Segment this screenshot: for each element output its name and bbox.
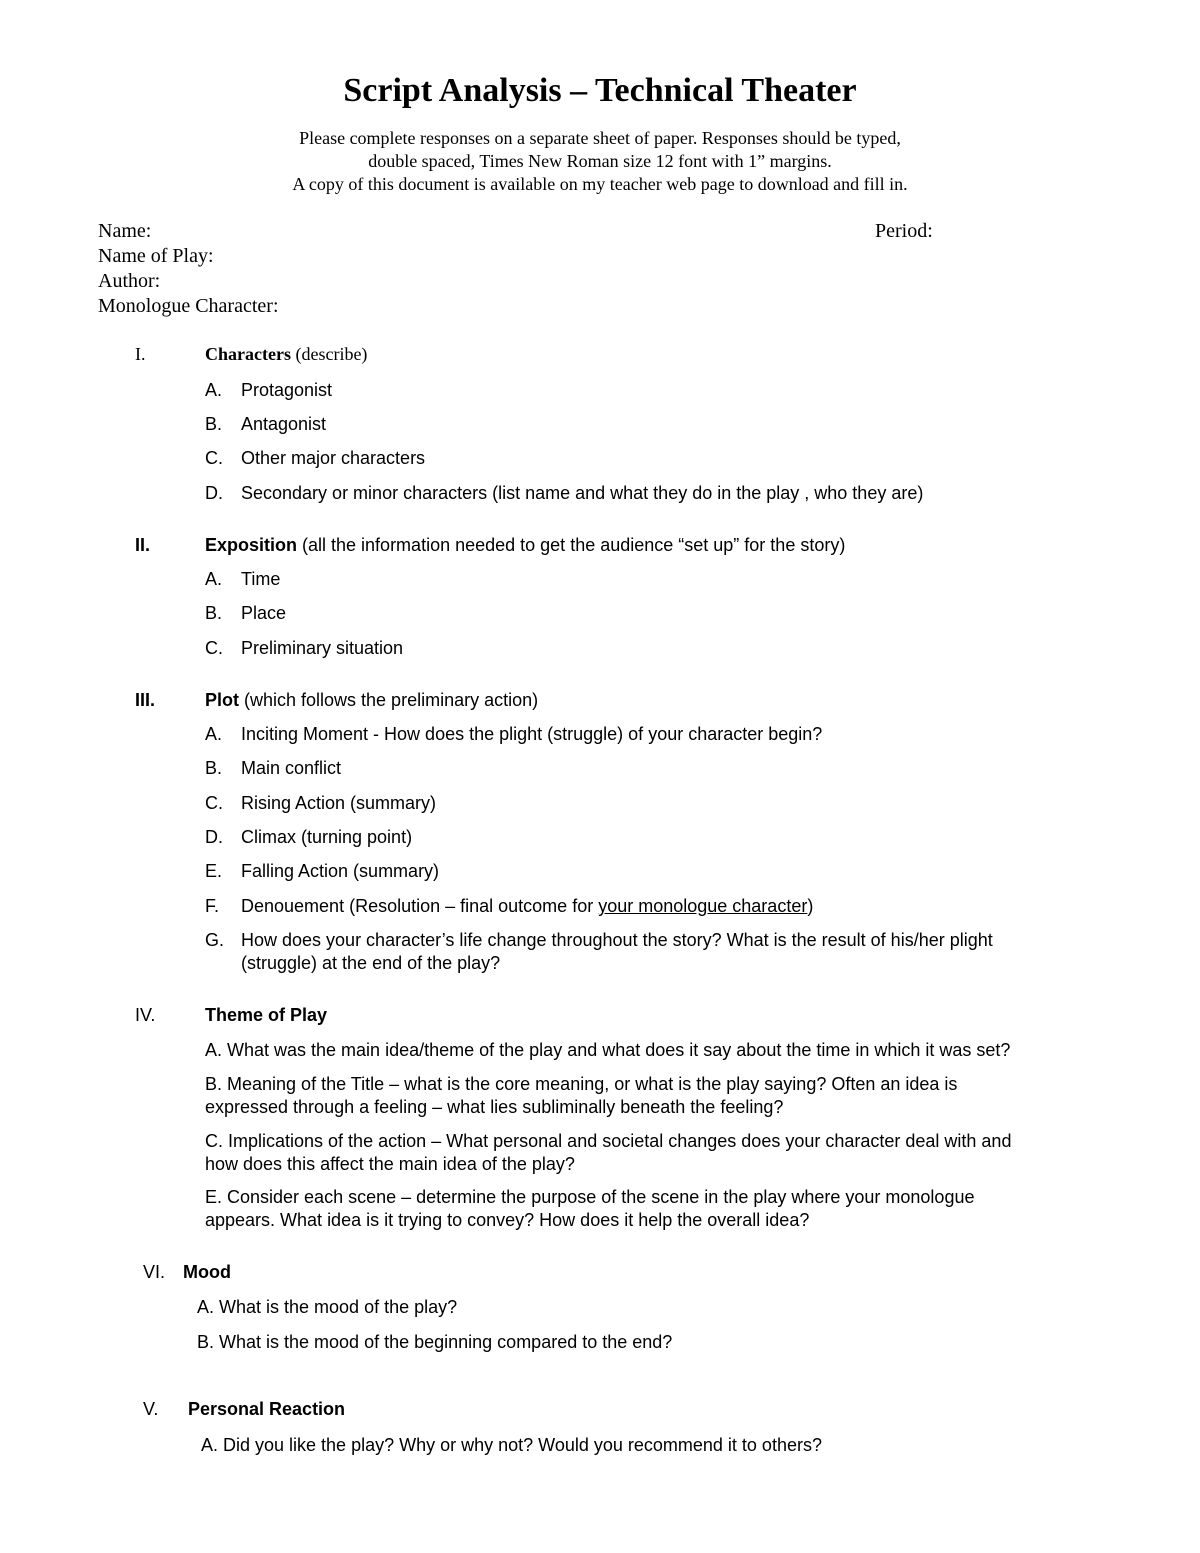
monologue-character-field-label: Monologue Character: — [98, 295, 279, 317]
list-item: A. What is the mood of the play? — [197, 1297, 458, 1317]
section-note: (all the information needed to get the audience “set up” for the story) — [297, 535, 846, 555]
author-field-label: Author: — [98, 270, 161, 292]
list-item: C. Preliminary situation — [205, 638, 404, 658]
list-item: B. Main conflict — [205, 758, 342, 778]
list-item: A. Time — [205, 569, 281, 589]
list-item: A. Inciting Moment - How does the plight (struggle) of your character begin? — [205, 724, 823, 744]
section-heading-characters — [205, 344, 367, 365]
section-number: IV. — [135, 1005, 156, 1025]
section-title: Exposition — [205, 535, 298, 555]
list-item: A. Did you like the play? Why or why not? Would you recommend it to others? — [201, 1435, 822, 1455]
section-heading-exposition — [205, 535, 845, 556]
section-number: V. — [143, 1399, 159, 1419]
section-title: Personal Reaction — [188, 1399, 346, 1419]
list-item: F. Denouement (Resolution – final outcome for your monologue character) — [205, 896, 814, 916]
section-note: (describe) — [290, 344, 368, 364]
section-title: Mood — [183, 1262, 231, 1282]
list-item: B. Place — [205, 603, 287, 623]
underlined-text: your monologue character — [598, 896, 808, 916]
section-title: Plot — [205, 690, 239, 710]
list-item: E. Consider each scene – determine the purpose of the scene in the play where your monologue — [205, 1187, 975, 1207]
section-heading-plot — [205, 690, 538, 711]
list-item-continuation: how does this affect the main idea of the play? — [205, 1154, 575, 1174]
section-title: Theme of Play — [205, 1005, 328, 1025]
list-item: C. Implications of the action – What personal and societal changes does your character deal with and — [205, 1131, 1012, 1151]
list-item-continuation: expressed through a feeling – what lies subliminally beneath the feeling? — [205, 1097, 784, 1117]
list-item: C. Rising Action (summary) — [205, 793, 437, 813]
section-title: Characters — [205, 344, 291, 364]
list-item-continuation: (struggle) at the end of the play? — [241, 953, 501, 973]
section-number: III. — [135, 690, 156, 710]
list-item: A. What was the main idea/theme of the play and what does it say about the time in which it was set? — [205, 1040, 1011, 1060]
instruction-line-1: Please complete responses on a separate sheet of paper. Responses should be typed, — [299, 128, 901, 148]
play-field-label: Name of Play: — [98, 245, 214, 267]
list-item: B. Meaning of the Title – what is the core meaning, or what is the play saying? Often an idea is — [205, 1074, 958, 1094]
document-title: Script Analysis – Technical Theater — [343, 72, 857, 109]
list-item: B. Antagonist — [205, 414, 327, 434]
list-item: D. Secondary or minor characters (list name and what they do in the play , who they are) — [205, 483, 924, 503]
section-note: (which follows the preliminary action) — [239, 690, 539, 710]
list-item: G. How does your character’s life change throughout the story? What is the result of his/her plight — [205, 930, 993, 950]
list-item-continuation: appears. What idea is it trying to convey? How does it help the overall idea? — [205, 1210, 810, 1230]
section-number: VI. — [143, 1262, 166, 1282]
instruction-line-3: A copy of this document is available on my teacher web page to download and fill in. — [292, 174, 908, 194]
list-item: E. Falling Action (summary) — [205, 861, 440, 881]
list-item: C. Other major characters — [205, 448, 426, 468]
list-item: D. Climax (turning point) — [205, 827, 413, 847]
section-number: II. — [135, 535, 151, 555]
list-item: B. What is the mood of the beginning compared to the end? — [197, 1332, 673, 1352]
list-item: A. Protagonist — [205, 380, 333, 400]
period-field-label: Period: — [875, 220, 933, 242]
section-number: I. — [135, 344, 146, 364]
name-field-label: Name: — [98, 220, 152, 242]
instruction-line-2: double spaced, Times New Roman size 12 font with 1” margins. — [368, 151, 832, 171]
